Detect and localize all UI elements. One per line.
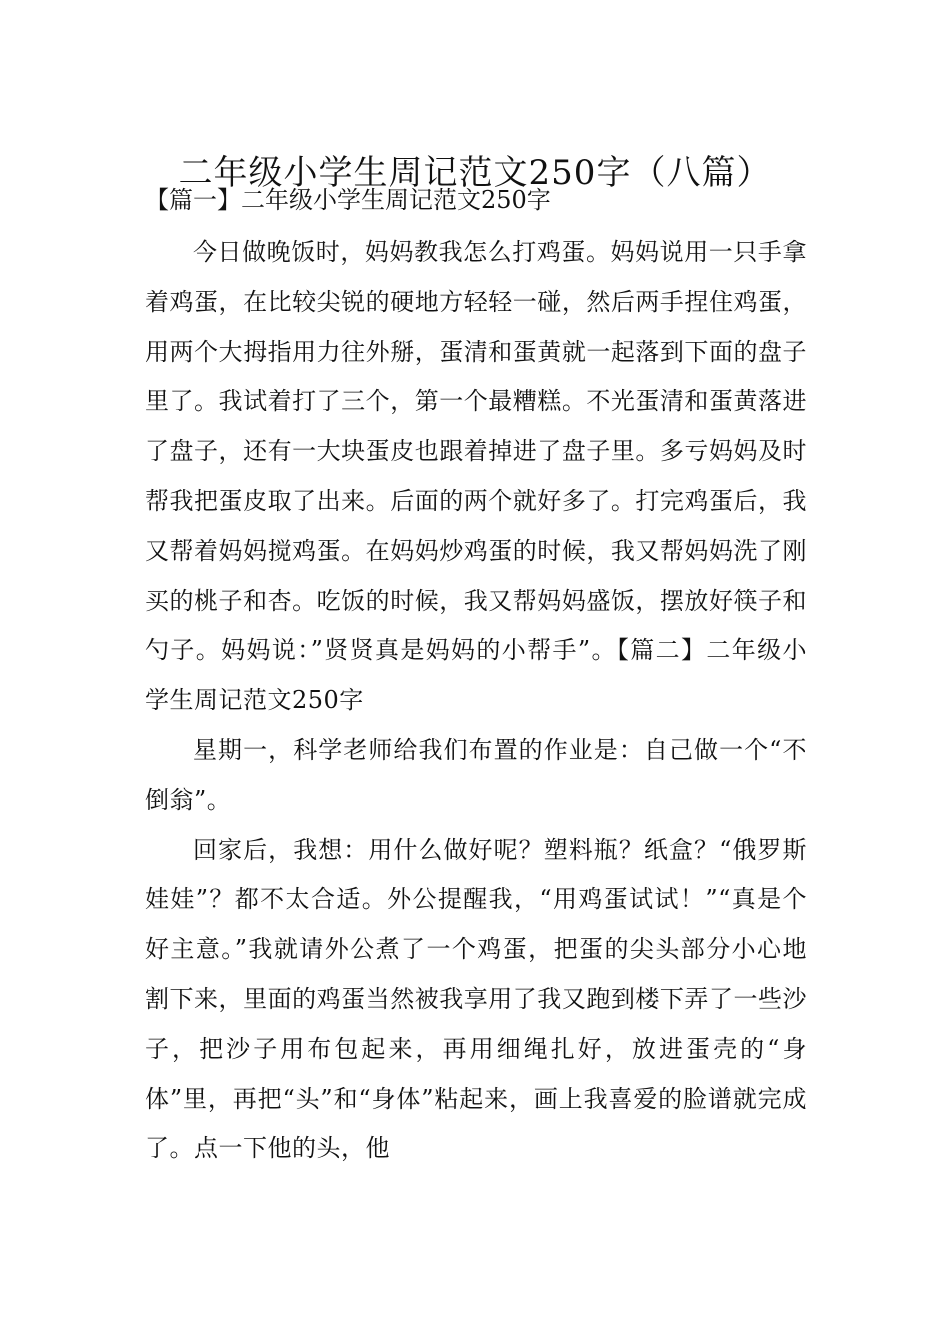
section-heading: 【篇一】二年级小学生周记范文250字	[145, 186, 551, 214]
paragraph: 今日做晚饭时，妈妈教我怎么打鸡蛋。妈妈说用一只手拿着鸡蛋，在比较尖锐的硬地方轻轻一碰，然后两手捏住鸡蛋，用两个大拇指用力往外掰，蛋清和蛋黄就一起落到下面的盘子里了。我试着打了三个，第一个最糟糕。不光蛋清和蛋黄落进了盘子，还有一大块蛋皮也跟着掉进了盘子里。多亏妈妈及时帮我把蛋皮取了出来。后面的两个就好多了。打完鸡蛋后，我又帮着妈妈搅鸡蛋。在妈妈炒鸡蛋的时候，我又帮妈妈洗了刚买的桃子和杏。吃饭的时候，我又帮妈妈盛饭，摆放好筷子和勺子。妈妈说：”贤贤真是妈妈的小帮手”。【篇二】二年级小学生周记范文250字	[145, 238, 807, 715]
paragraph: 星期一，科学老师给我们布置的作业是：自己做一个“不倒翁”。	[145, 735, 807, 814]
document-body	[145, 228, 807, 1174]
document-title: 二年级小学生周记范文250字（八篇）	[178, 152, 772, 193]
paragraph: 回家后，我想：用什么做好呢？塑料瓶？纸盒？“俄罗斯娃娃”？都不太合适。外公提醒我，“用鸡蛋试试！”“真是个好主意。”我就请外公煮了一个鸡蛋，把蛋的尖头部分小心地割下来，里面的鸡蛋当然被我享用了我又跑到楼下弄了一些沙子，把沙子用布包起来，再用细绳扎好，放进蛋壳的“身体”里，再把“头”和“身体”粘起来，画上我喜爱的脸谱就完成了。点一下他的头，他	[145, 835, 807, 1163]
